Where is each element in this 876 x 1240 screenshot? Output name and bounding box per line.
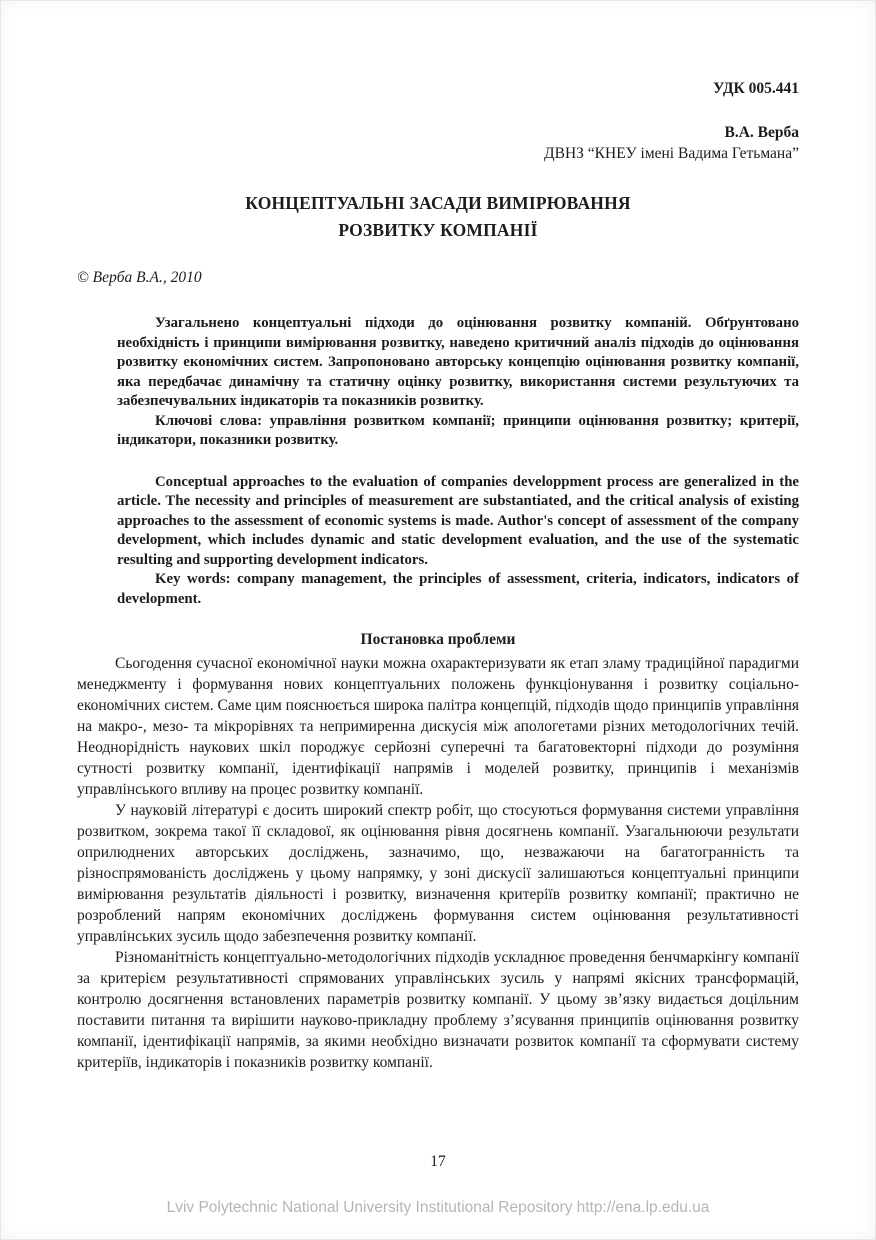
section-heading: Постановка проблеми <box>360 631 516 648</box>
keywords-ukrainian: Ключові слова: управління розвитком компанії; принципи оцінювання розвитку; критерії, індикатори, показники розвитку. <box>117 412 799 448</box>
page-number: 17 <box>430 1153 446 1170</box>
article-title-line1: КОНЦЕПТУАЛЬНІ ЗАСАДИ ВИМІРЮВАННЯ <box>245 193 631 213</box>
abstract-ukrainian-text: Узагальнено концептуальні підходи до оцінювання розвитку компаній. Обґрунтовано необхідність і принципи вимірювання розвитку, наведено критичний аналіз підходів до оцінювання розвитку економічних систем. Запропоновано авторську концепцію оцінювання розвитку компанії, яка передбачає динамічну та статичну оцінку розвитку, використання системи результуючих та забезпечувальних індикаторів та показників розвитку. <box>117 315 799 409</box>
body-paragraph: У науковій літературі є досить широкий спектр робіт, що стосуються формування системи управління розвитком, зокрема такої її складової, як оцінювання рівня досягнень компанії. Узагальнюючи результати оприлюднених авторських досліджень, зазначимо, що, незважаючи на багатогранність та різноспрямованість досліджень у цьому напрямку, у зоні дискусії залишаються концептуальні принципи вимірювання результатів діяльності і розвитку, визначення критеріїв розвитку компанії; практично не розроблений напрям економічних досліджень формування систем оцінювання результативності управлінських зусиль щодо забезпечення розвитку компанії. <box>77 802 799 945</box>
abstract-english-text: Conceptual approaches to the evaluation of companies developpment process are generalized in the article. The necessity and principles of measurement are substantiated, and the critical analysis of existing approaches to the assessment of economic systems is made. Author's concept of assessment of the company development, which includes dynamic and static development evaluation, and the use of the systematic resulting and supporting development indicators. <box>117 473 799 568</box>
author-affiliation: ДВНЗ “КНЕУ імені Вадима Гетьмана” <box>544 145 799 162</box>
article-title-line2: РОЗВИТКУ КОМПАНІЇ <box>338 220 538 240</box>
article-title <box>77 190 799 244</box>
abstract-ukrainian <box>117 314 799 451</box>
keywords-english: Key words: company management, the principles of assessment, criteria, indicators, indicators of development. <box>117 571 799 607</box>
abstract-english <box>117 473 799 610</box>
body-paragraph: Сьогодення сучасної економічної науки можна охарактеризувати як етап зламу традиційної парадигми менеджменту і формування нових концептуальних положень функціонування і розвитку соціально-економічних систем. Саме цим пояснюється широка палітра концепцій, підходів щодо принципів управління на макро-, мезо- та мікрорівнях та непримиренна дискусія між апологетами різних методологічних течій. Неоднорідність наукових шкіл породжує серйозні суперечні та багатовекторні підходи до розуміння сутності розвитку компанії, ідентифікації напрямів і моделей розвитку, принципів і механізмів управлінського впливу на процес розвитку компанії. <box>77 655 799 798</box>
article-body <box>77 653 799 1073</box>
copyright-notice: © Верба В.А., 2010 <box>77 269 202 286</box>
author-name: В.А. Верба <box>724 124 799 141</box>
repository-footer: Lviv Polytechnic National University Institutional Repository http://ena.lp.edu.ua <box>166 1199 710 1216</box>
body-paragraph: Різноманітність концептуально-методологічних підходів ускладнює проведення бенчмаркінгу компанії за критерієм результативності спрямованих управлінських зусиль у напрямі якісних трансформацій, контролю досягнення встановлених параметрів розвитку компанії. У цьому зв’язку видається доцільним поставити питання та вирішити науково-прикладну проблему з’ясування принципів оцінювання розвитку компанії, ідентифікації напрямів, за якими необхідно визначати розвиток компанії та сформувати систему критеріїв, індикаторів і показників розвитку компанії. <box>77 949 799 1071</box>
udc-code: УДК 005.441 <box>713 80 799 97</box>
